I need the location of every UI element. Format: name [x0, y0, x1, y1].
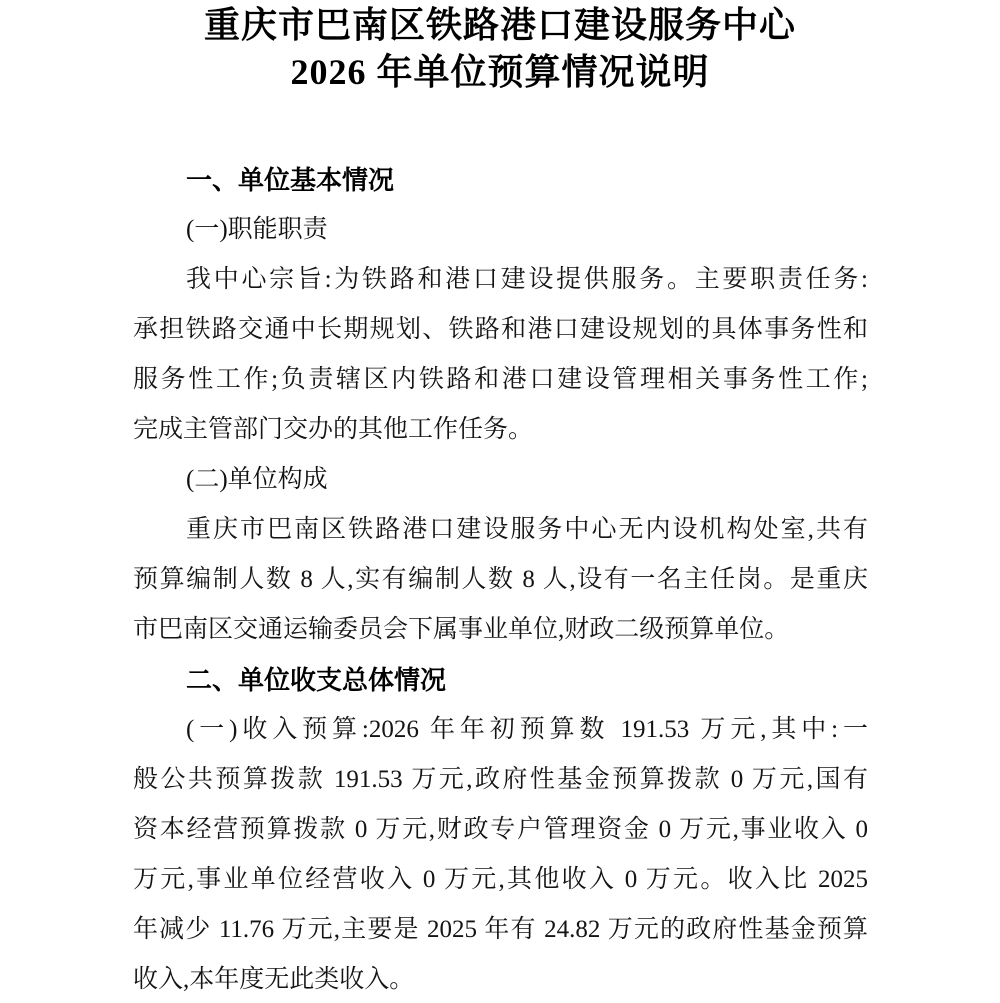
document-title	[0, 2, 1000, 96]
paragraph-income-line-2: 般公共预算拨款 191.53 万元,政府性基金预算拨款 0 万元,国有	[133, 766, 868, 793]
paragraph-income-line-5: 年减少 11.76 万元,主要是 2025 年有 24.82 万元的政府性基金预算	[133, 916, 868, 943]
paragraph-functions-line-2: 承担铁路交通中长期规划、铁路和港口建设规划的具体事务性和	[133, 316, 868, 343]
paragraph-income-line-1: (一)收入预算:2026 年年初预算数 191.53 万元,其中:一	[186, 716, 868, 743]
paragraph-functions-line-3: 服务性工作;负责辖区内铁路和港口建设管理相关事务性工作;	[133, 366, 868, 393]
paragraph-income-line-6: 收入,本年度无此类收入。	[133, 966, 415, 993]
paragraph-income-line-3: 资本经营预算拨款 0 万元,财政专户管理资金 0 万元,事业收入 0	[133, 816, 868, 843]
paragraph-composition-line-2: 预算编制人数 8 人,实有编制人数 8 人,设有一名主任岗。是重庆	[133, 566, 868, 593]
paragraph-functions-line-1: 我中心宗旨:为铁路和港口建设提供服务。主要职责任务:	[186, 266, 868, 293]
document-body	[133, 155, 868, 1003]
section-heading-1: 一、单位基本情况	[186, 165, 395, 195]
paragraph-income-line-4: 万元,事业单位经营收入 0 万元,其他收入 0 万元。收入比 2025	[133, 866, 868, 893]
document-title-line-1: 重庆市巴南区铁路港口建设服务中心	[203, 5, 796, 45]
subsection-heading-1-1: (一)职能职责	[186, 216, 328, 243]
paragraph-composition-line-1: 重庆市巴南区铁路港口建设服务中心无内设机构处室,共有	[186, 516, 868, 543]
paragraph-composition-line-3: 市巴南区交通运输委员会下属事业单位,财政二级预算单位。	[133, 616, 790, 643]
section-heading-2: 二、单位收支总体情况	[186, 665, 447, 695]
subsection-heading-1-2: (二)单位构成	[186, 466, 328, 493]
document-title-line-2: 2026 年单位预算情况说明	[290, 52, 710, 92]
paragraph-functions-line-4: 完成主管部门交办的其他工作任务。	[133, 416, 534, 443]
